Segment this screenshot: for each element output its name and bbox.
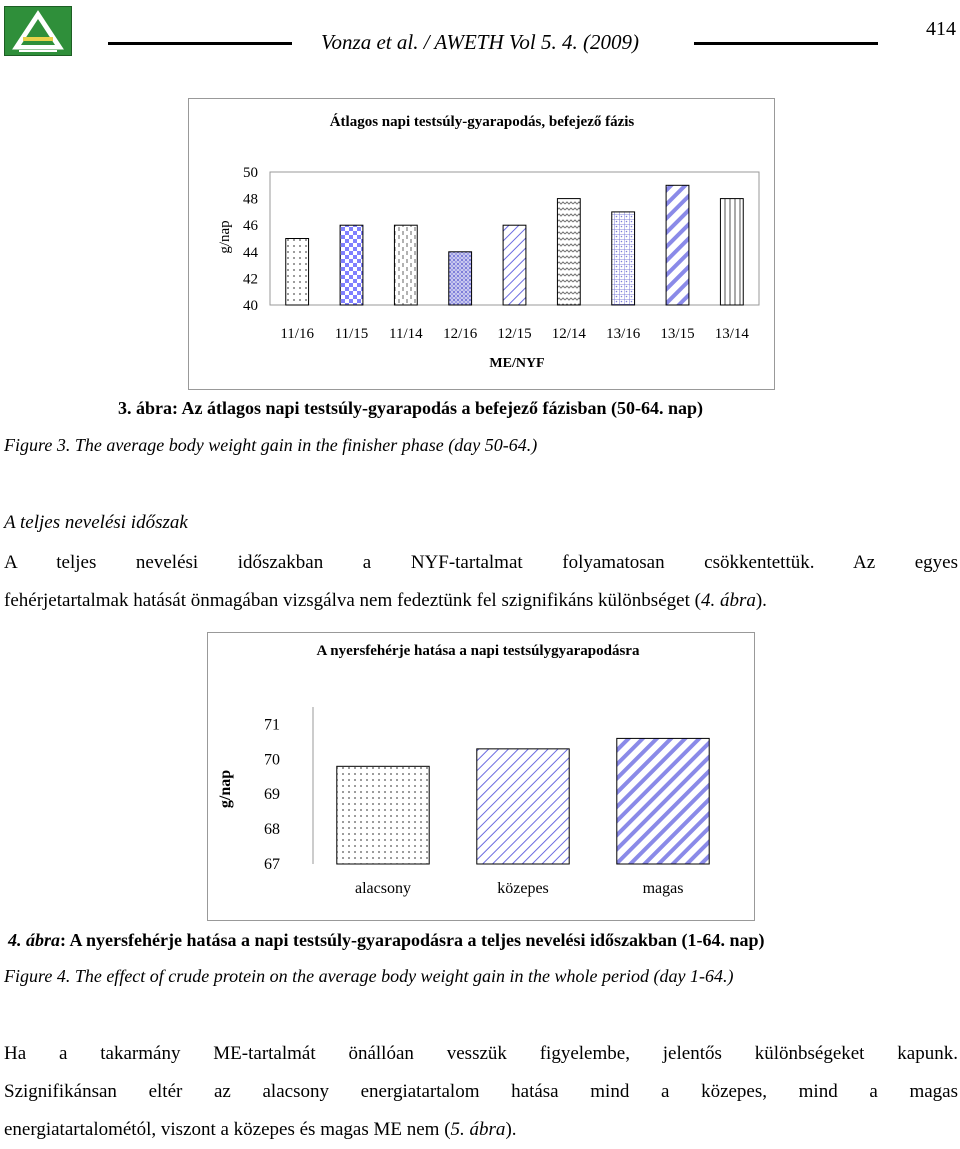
x-tick-label: 11/16 [280,326,314,342]
figure5-reference: 5. ábra [450,1119,506,1140]
x-tick-label: közepes [497,880,549,897]
bar-13-16 [612,212,635,305]
figure3-chart-svg [189,99,776,391]
bar-12-14 [557,199,580,305]
figure4-caption-text: : A nyersfehérje hatása a napi testsúly-gyarapodásra a teljes nevelési időszakban (1-64. nap) [60,930,765,950]
y-tick-label: 67 [264,856,280,873]
figure3-caption-english: Figure 3. The average body weight gain in the finisher phase (day 50-64.) [4,435,538,455]
paragraph2-line1: Ha a takarmány ME-tartalmát önállóan vesszük figyelembe, jelentős különbségeket kapunk. [4,1043,958,1064]
paragraph2-line3-text: energiatartalométól, viszont a közepes és magas ME nem ( [4,1119,451,1140]
x-tick-label: 11/14 [389,326,423,342]
paragraph1-line2-text: fehérjetartalmak hatását önmagában vizsgálva nem fedeztünk fel szignifikáns különbséget ( [4,590,701,611]
bar-12-16 [449,252,472,305]
header-rule-right [694,42,878,45]
figure3-chart [188,98,775,390]
bar-alacsony [337,766,429,864]
bar-magas [617,738,709,864]
x-tick-label: 12/15 [497,326,532,342]
figure4-y-axis-label: g/nap [217,769,234,809]
journal-title: Vonza et al. / AWETH Vol 5. 4. (2009) [321,30,639,54]
figure4-caption [8,930,765,951]
bar-11-15 [340,225,363,305]
y-tick-label: 44 [243,244,258,261]
figure4-chart-title: A nyersfehérje hatása a napi testsúlygyarapodásra [316,643,640,659]
x-tick-label: 11/15 [334,326,369,342]
y-tick-label: 46 [243,218,258,235]
x-tick-label: 12/16 [443,326,478,342]
y-tick-label: 69 [264,786,280,804]
bar-közepes [477,749,569,864]
paragraph1-line1: A teljes nevelési időszakban a NYF-tartalmat folyamatosan csökkentettük. Az egyes [4,552,958,573]
figure3-caption-label: 3. ábra: [118,398,178,418]
bar-13-15 [666,185,689,305]
header-rule-left [108,42,292,45]
figure4-caption-label: 4. ábra [8,930,61,950]
figure3-y-axis-label: g/nap [217,220,233,254]
x-tick-label: alacsony [355,880,411,897]
figure3-caption-text: Az átlagos napi testsúly-gyarapodás a befejező fázisban (50-64. nap) [178,398,703,418]
paragraph2-line3-end: ). [505,1119,517,1140]
bar-12-15 [503,225,526,305]
y-tick-label: 48 [243,191,258,208]
figure3-caption [118,398,703,419]
y-tick-label: 40 [243,298,258,314]
figure4-chart [207,632,755,921]
figure3-x-axis-label: ME/NYF [489,356,545,371]
paragraph2-line3 [4,1111,958,1149]
y-tick-label: 71 [264,716,280,734]
page-number: 414 [926,18,956,40]
section-title: A teljes nevelési időszak [4,512,188,533]
y-tick-label: 68 [264,821,280,839]
y-tick-label: 42 [243,271,258,288]
x-tick-label: magas [642,880,684,897]
bar-11-16 [286,239,309,306]
figure4-reference: 4. ábra [700,590,756,611]
bar-11-14 [394,225,417,305]
paragraph2-line2: Szignifikánsan eltér az alacsony energiatartalom hatása mind a közepes, mind a magas [4,1081,958,1102]
x-tick-label: 13/16 [606,326,641,342]
logo-emblem-icon [5,7,71,55]
bar-13-14 [720,199,743,305]
x-tick-label: 13/15 [660,326,695,342]
paragraph1-line2 [4,582,958,620]
paragraph1-line2-end: ). [755,590,767,611]
figure4-caption-english: Figure 4. The effect of crude protein on the average body weight gain in the whole period (day 1-64.) [4,966,734,986]
journal-logo [4,6,72,56]
y-tick-label: 50 [243,165,258,181]
figure4-chart-svg [208,633,756,922]
x-tick-label: 13/14 [714,326,749,342]
y-tick-label: 70 [264,751,280,769]
x-tick-label: 12/14 [551,326,586,342]
figure3-chart-title: Átlagos napi testsúly-gyarapodás, befejező fázis [329,114,635,130]
